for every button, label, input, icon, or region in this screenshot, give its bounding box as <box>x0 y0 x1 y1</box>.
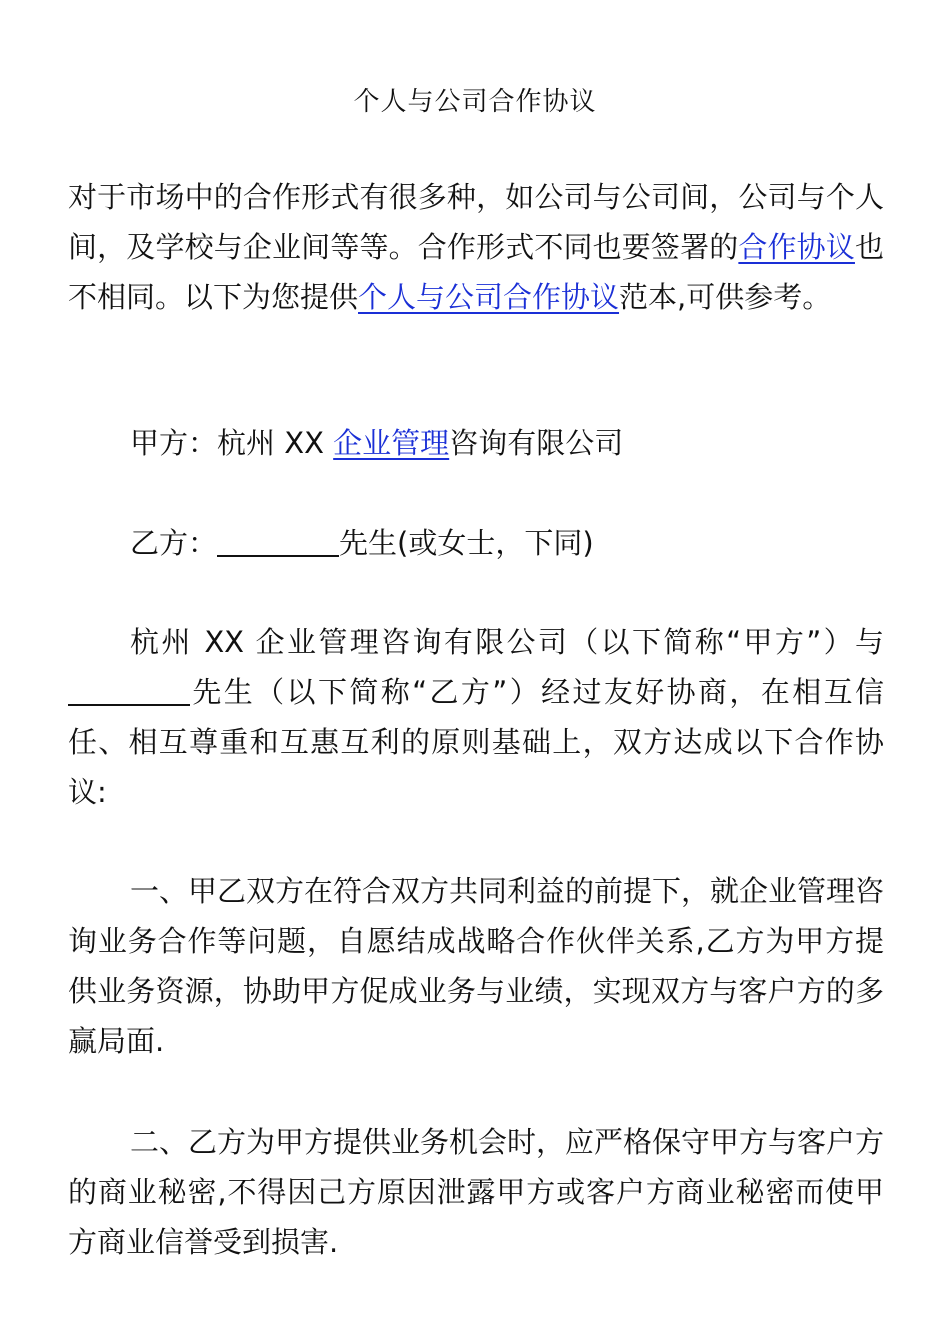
party-a-suffix: 咨询有限公司 <box>449 426 624 460</box>
party-b-line <box>68 518 884 568</box>
preamble-name-blank <box>68 674 190 706</box>
intro-text-3: 范本,可供参考。 <box>619 280 832 314</box>
enterprise-management-link[interactable]: 企业管理 <box>333 426 450 460</box>
clause-1-paragraph: 一、甲乙双方在符合双方共同利益的前提下，就企业管理咨询业务合作等问题，自愿结成战略合作伙伴关系,乙方为甲方提供业务资源，协助甲方促成业务与业绩，实现双方与客户方的多赢局面. <box>68 874 885 1058</box>
document-title: 个人与公司合作协议 <box>353 87 597 117</box>
preamble-text-1: 杭州 XX 企业管理咨询有限公司（以下简称“甲方”）与 <box>130 625 884 659</box>
party-a-label: 甲方：杭州 XX <box>130 426 334 460</box>
preamble-text-2: 先生（以下简称“乙方”）经过友好协商，在相互信任、相互尊重和互惠互利的原则基础上，双方达成以下合作协议: <box>68 675 884 809</box>
party-b-suffix: 先生(或女士，下同) <box>339 526 594 560</box>
intro-text-2: 也不相同。以下为您提供 <box>68 230 884 314</box>
party-b-name-blank <box>217 525 339 557</box>
clause-2-paragraph: 二、乙方为甲方提供业务机会时，应严格保守甲方与客户方的商业秘密,不得因己方原因泄露甲方或客户方商业秘密而使甲方商业信誉受到损害. <box>68 1125 885 1259</box>
intro-text-1: 对于市场中的合作形式有很多种，如公司与公司间，公司与个人间，及学校与企业间等等。合作形式不同也要签署的 <box>68 180 884 264</box>
intro-paragraph <box>68 172 884 322</box>
personal-company-agreement-link[interactable]: 个人与公司合作协议 <box>358 280 620 314</box>
preamble-paragraph <box>68 617 884 817</box>
cooperation-agreement-link[interactable]: 合作协议 <box>738 230 855 264</box>
party-b-label: 乙方： <box>130 526 218 560</box>
party-a-line <box>68 418 884 468</box>
